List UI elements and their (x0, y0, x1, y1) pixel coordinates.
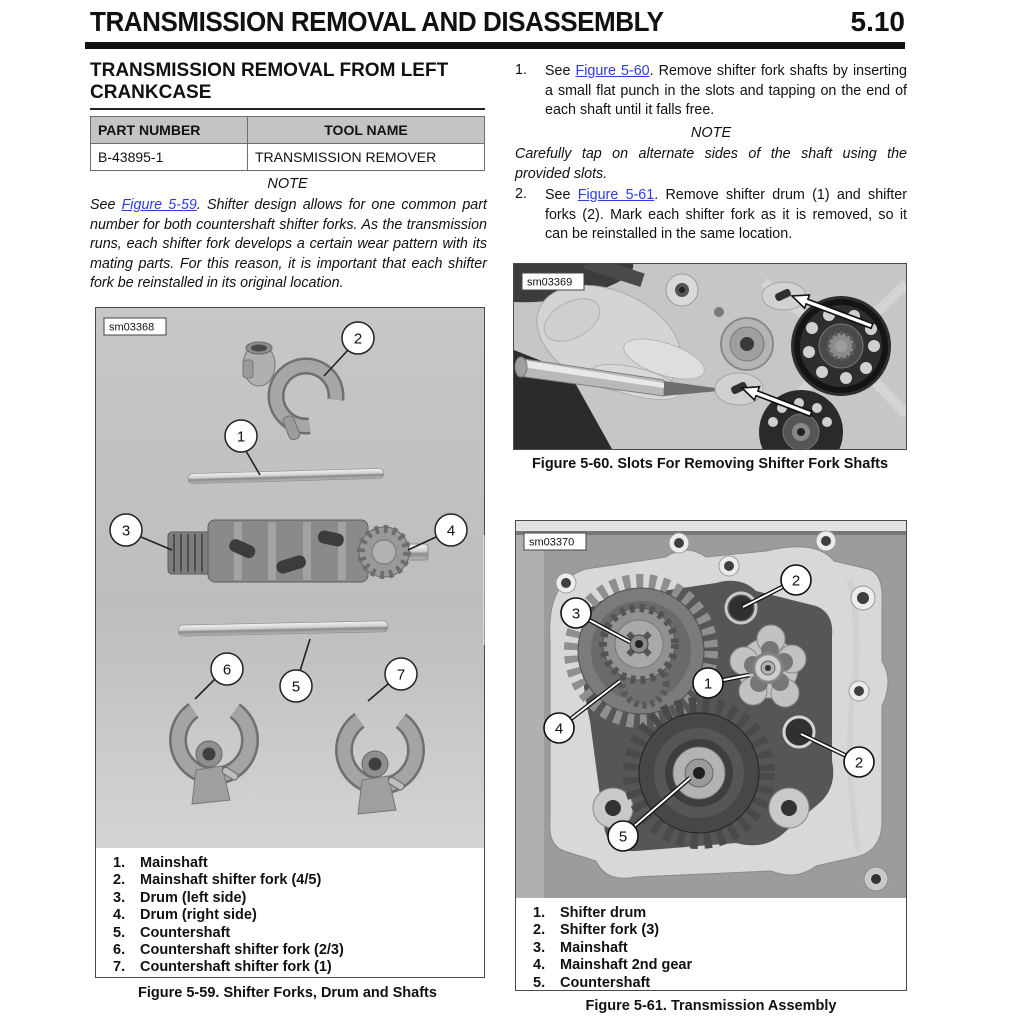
figure-5-59-caption: Figure 5-59. Shifter Forks, Drum and Shafts (138, 985, 437, 1001)
callout-5 (608, 821, 638, 851)
figure-5-60-link[interactable]: Figure 5-60 (575, 63, 650, 79)
photo-id-label (522, 273, 584, 290)
legend-item: 3. Drum (left side) (113, 889, 247, 906)
shifter-fork-shaft-hole (784, 717, 814, 747)
note-paragraph-right: Carefully tap on alternate sides of the shaft using the provided slots. (515, 146, 907, 182)
svg-text:1: 1 (236, 428, 246, 446)
legend-item: 6. Countershaft shifter fork (2/3) (113, 942, 344, 959)
figure-5-59-link[interactable]: Figure 5-59 (121, 197, 197, 213)
figure-5-60 (513, 263, 907, 450)
callout-2 (342, 322, 374, 354)
step-number: 2. (515, 186, 527, 202)
legend-item: 5. Countershaft (533, 974, 651, 991)
svg-text:3: 3 (571, 605, 581, 623)
callout-3 (561, 598, 591, 628)
note-label-right: NOTE (690, 125, 732, 141)
svg-text:4: 4 (446, 522, 456, 540)
step-text: . Remove shifter drum (1) and shifter forks (2). Mark each shifter fork as it is removed, so it can be reinstalled in the same location. (545, 187, 907, 242)
callout-4 (544, 713, 574, 743)
legend-item: 1. Shifter drum (533, 905, 647, 921)
figure-5-59 (95, 307, 485, 978)
svg-text:2: 2 (791, 572, 801, 590)
tool-table (90, 116, 485, 171)
note-text: See (90, 197, 122, 213)
legend-item: 7. Countershaft shifter fork (1) (113, 959, 332, 976)
watermark-strip (483, 535, 514, 645)
figure-5-61-legend (516, 898, 906, 992)
step-2 (515, 186, 907, 245)
callout-4 (435, 514, 467, 546)
section-rule (90, 108, 485, 110)
watermark: R (484, 608, 501, 634)
part-number-cell: B-43895-1 (91, 144, 248, 171)
figure-5-61-photo (516, 521, 906, 898)
watermark: C (487, 579, 506, 609)
figure-5-61-link[interactable]: Figure 5-61 (577, 187, 655, 203)
photo-id-label (104, 318, 166, 335)
figure-5-60-photo (514, 264, 906, 449)
callout-2-top (781, 565, 811, 595)
svg-text:7: 7 (396, 666, 406, 684)
svg-text:2: 2 (353, 330, 363, 348)
svg-text:sm03370: sm03370 (529, 536, 575, 549)
svg-text:1: 1 (703, 675, 713, 693)
section-heading: TRANSMISSION REMOVAL FROM LEFT CRANKCASE (90, 60, 449, 103)
legend-item: 3. Mainshaft (533, 939, 628, 956)
figure-5-59-legend (96, 848, 484, 977)
note-label-left: NOTE (267, 176, 308, 192)
page-title: TRANSMISSION REMOVAL AND DISASSEMBLY (90, 6, 664, 37)
table-header-tool-name: TOOL NAME (248, 117, 485, 144)
callout-6 (211, 653, 243, 685)
step-1 (515, 62, 907, 121)
note-text: . Shifter design allows for one common part number for both countershaft shifter forks. As the transmission runs, each shifter fork develops a certain wear pattern with its mating parts. For this reason, it is important that each shifter fork be reinstalled in its original location. (90, 197, 487, 291)
svg-text:sm03369: sm03369 (527, 276, 573, 289)
callout-2-bottom (844, 747, 874, 777)
svg-text:2: 2 (854, 754, 864, 772)
header-rule (85, 42, 905, 49)
legend-item: 2. Mainshaft shifter fork (4/5) (113, 872, 322, 889)
svg-text:4: 4 (554, 720, 564, 738)
shifter-fork-shaft-hole (726, 593, 756, 623)
svg-text:3: 3 (121, 522, 131, 540)
legend-item: 5. Countershaft (113, 924, 231, 941)
svg-text:6: 6 (222, 661, 232, 679)
figure-5-60-caption: Figure 5-60. Slots For Removing Shifter Fork Shafts (531, 456, 889, 472)
callout-1 (225, 420, 257, 452)
legend-item: 4. Mainshaft 2nd gear (533, 957, 693, 974)
figure-5-61-caption: Figure 5-61. Transmission Assembly (585, 998, 837, 1014)
watermark: I (491, 534, 506, 572)
step-number: 1. (515, 62, 527, 78)
table-header-part-number: PART NUMBER (91, 117, 248, 144)
legend-item: 2. Shifter fork (3) (533, 922, 660, 939)
callout-3 (110, 514, 142, 546)
svg-text:5: 5 (291, 678, 301, 696)
table-row (91, 144, 485, 171)
tool-name-cell: TRANSMISSION REMOVER (248, 144, 485, 171)
callout-5 (280, 670, 312, 702)
step-text: . Remove shifter fork shafts by inserting a small flat punch in the slots and tapping on the end of each shaft until it falls free. (545, 63, 907, 118)
callout-1 (693, 668, 723, 698)
page-number: 5.10 (850, 6, 905, 37)
svg-text:sm03368: sm03368 (109, 321, 155, 334)
legend-item: 4. Drum (right side) (113, 907, 257, 924)
figure-5-61 (515, 520, 907, 991)
watermark: L (499, 608, 514, 634)
svg-text:5: 5 (618, 828, 628, 846)
photo-id-label (524, 533, 586, 550)
callout-7 (385, 658, 417, 690)
note-paragraph-left (90, 196, 487, 294)
step-text: See (545, 187, 578, 203)
figure-5-59-photo (96, 308, 484, 848)
legend-item: 1. Mainshaft (113, 855, 208, 871)
step-text: See (545, 63, 576, 79)
